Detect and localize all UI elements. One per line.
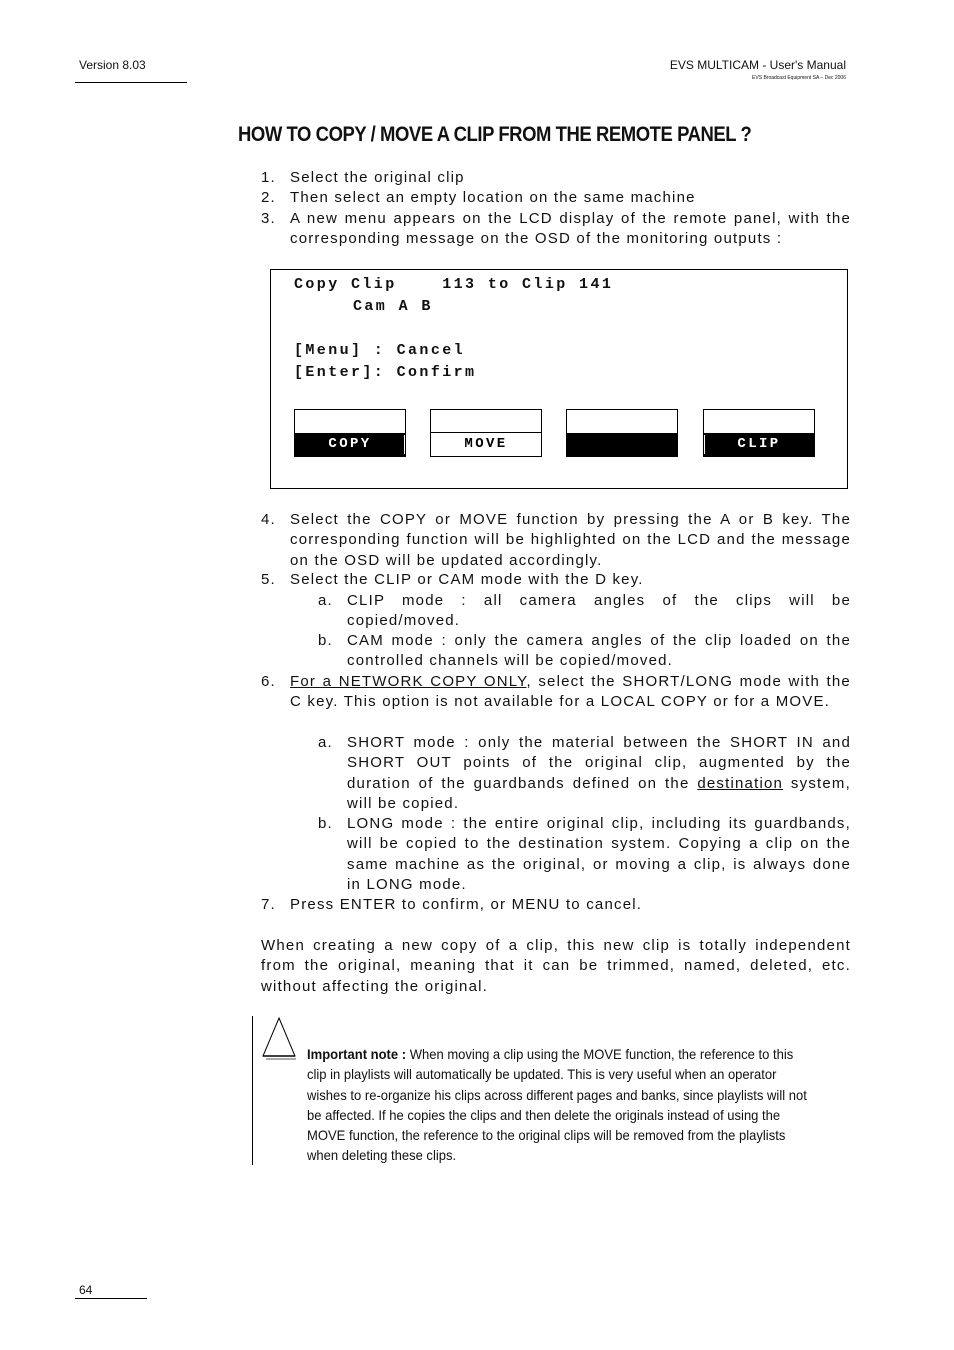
step-text bbox=[290, 672, 851, 713]
lcd-key-label: CLIP bbox=[704, 433, 814, 456]
sub-step-letter: b. bbox=[318, 632, 333, 649]
step-number: 4. bbox=[261, 511, 276, 528]
lcd-line-menu-cancel: [Menu] : Cancel bbox=[294, 342, 466, 359]
lcd-key-clip bbox=[703, 409, 815, 457]
lcd-key-copy bbox=[294, 409, 406, 457]
sub-step-letter: b. bbox=[318, 815, 333, 832]
step-text: Select the CLIP or CAM mode with the D key. bbox=[290, 571, 644, 588]
lcd-key-label bbox=[567, 433, 677, 456]
publisher-label: EVS Broadcast Equipment SA – Dec 2006 bbox=[752, 75, 846, 81]
lcd-line-cam: Cam A B bbox=[353, 298, 433, 315]
lcd-line-copy-clip: Copy Clip 113 to Clip 141 bbox=[294, 276, 614, 293]
lcd-key-label: COPY bbox=[295, 433, 405, 456]
step-number: 1. bbox=[261, 169, 276, 186]
important-note-label: Important note : bbox=[307, 1046, 407, 1062]
closing-paragraph: When creating a new copy of a clip, this new clip is totally independent from the original, meaning that it can be trimmed, named, deleted, etc. without affecting the original. bbox=[261, 937, 851, 995]
key-separator bbox=[704, 435, 705, 454]
sub-step-text: CLIP mode : all camera angles of the clips will be copied/moved. bbox=[347, 592, 851, 630]
version-label: Version 8.03 bbox=[79, 58, 146, 72]
warning-triangle-icon bbox=[262, 1016, 298, 1060]
page-title: HOW TO COPY / MOVE A CLIP FROM THE REMOTE PANEL ? bbox=[238, 123, 752, 146]
sub-step-text: CAM mode : only the camera angles of the clip loaded on the controlled channels will be copied/moved. bbox=[347, 632, 851, 670]
step-number: 7. bbox=[261, 896, 276, 913]
footer-divider bbox=[75, 1298, 147, 1299]
step-text: Press ENTER to confirm, or MENU to cancel. bbox=[290, 896, 643, 913]
destination-word: destination bbox=[697, 774, 784, 792]
network-copy-only: For a NETWORK COPY ONLY bbox=[290, 673, 527, 690]
step6-text: , select the SHORT/LONG mode with the C key. This option is not available for a LOCAL COPY or for a MOVE. bbox=[290, 673, 851, 711]
step-number: 5. bbox=[261, 571, 276, 588]
page-number: 64 bbox=[79, 1283, 93, 1297]
steps-bottom bbox=[0, 510, 954, 920]
step-number: 2. bbox=[261, 189, 276, 206]
short-mode-text: SHORT mode : only the material between the SHORT IN and SHORT OUT points of the original clip, augmented by the duration of the guardbands defined on the bbox=[347, 734, 851, 792]
manual-title: EVS MULTICAM - User's Manual bbox=[669, 58, 846, 72]
lcd-display bbox=[270, 269, 848, 489]
key-separator bbox=[404, 435, 405, 454]
lcd-key-move bbox=[430, 409, 542, 457]
lcd-key-blank bbox=[566, 409, 678, 457]
important-note-text: When moving a clip using the MOVE function, the reference to this clip in playlists will automatically be updated. This is very useful when an operator wishes to re-organize his clips across different pages and banks, since playlists will not be affected. If he copies the clips and then delete the originals instead of using the MOVE function, the reference to the original clips will be removed from the playlists when deleting these clips. bbox=[307, 1046, 807, 1164]
step-number: 3. bbox=[261, 210, 276, 227]
steps-top bbox=[0, 168, 954, 258]
step-text: A new menu appears on the LCD display of the remote panel, with the corresponding message on the OSD of the monitoring outputs : bbox=[290, 210, 851, 248]
step-number: 6. bbox=[261, 673, 276, 690]
sub-step-text: LONG mode : the entire original clip, including its guardbands, will be copied to the destination system. Copying a clip on the same machine as the original, or moving a clip, is always done in LONG mode. bbox=[347, 815, 851, 893]
step-text: Select the original clip bbox=[290, 169, 465, 186]
lcd-key-label: MOVE bbox=[431, 432, 541, 456]
header-divider-left bbox=[75, 82, 187, 83]
sub-step-text bbox=[347, 733, 851, 814]
step-text: Select the COPY or MOVE function by pressing the A or B key. The corresponding function will be highlighted on the LCD and the message on the OSD will be updated accordingly. bbox=[290, 511, 851, 569]
short-mode-text-end: system, will be copied. bbox=[347, 774, 851, 812]
sub-step-letter: a. bbox=[318, 734, 333, 751]
step-text: Then select an empty location on the same machine bbox=[290, 189, 696, 206]
note-vertical-bar bbox=[252, 1016, 253, 1165]
important-note bbox=[307, 1044, 814, 1166]
lcd-line-enter-confirm: [Enter]: Confirm bbox=[294, 364, 477, 381]
sub-step-letter: a. bbox=[318, 592, 333, 609]
